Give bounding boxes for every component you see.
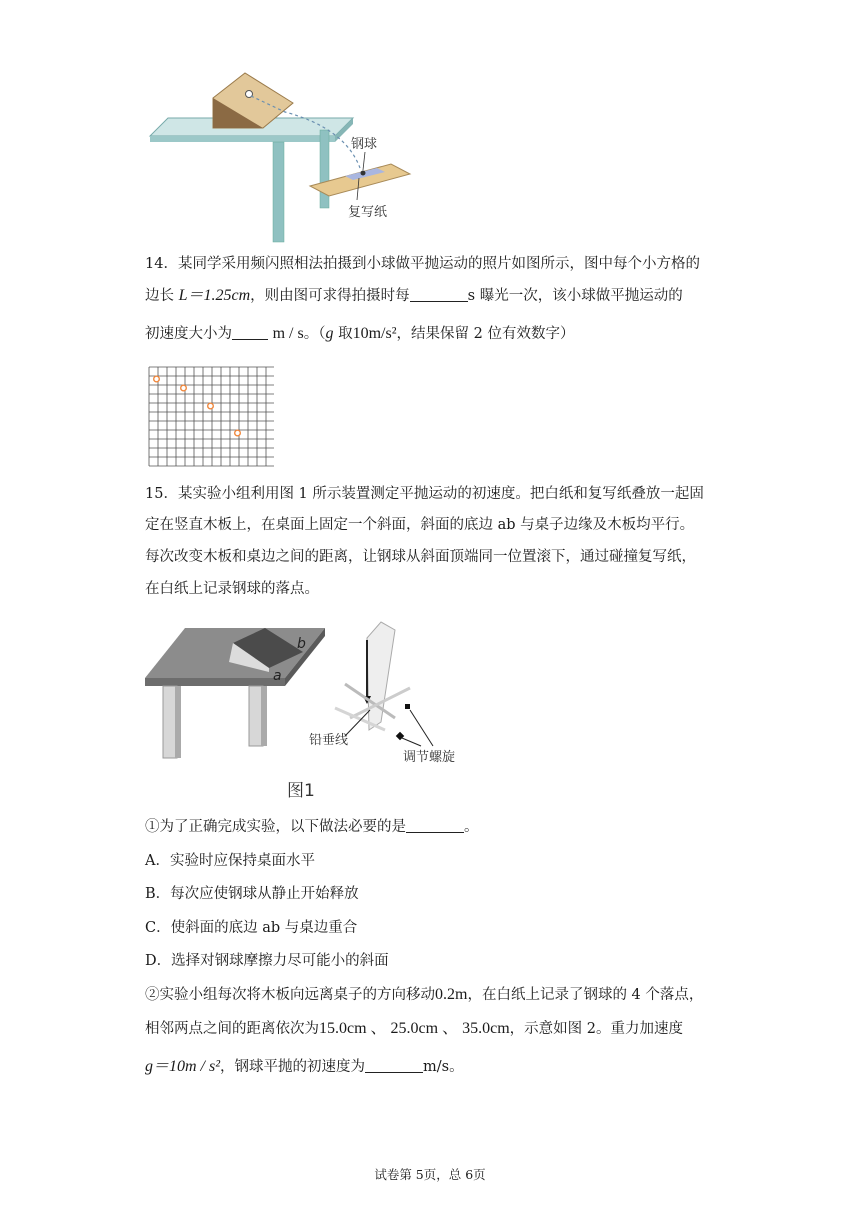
ball-position-3 [208, 403, 214, 409]
q14-g: g [325, 325, 334, 342]
sub2-blank[interactable] [365, 1058, 423, 1073]
q14-blank-period[interactable] [410, 287, 468, 302]
sub2-text: ，钢球平抛的初速度为 [220, 1059, 366, 1075]
ball-position-1 [154, 376, 160, 382]
figure1-caption: 图1 [287, 781, 315, 801]
ball-position-4 [235, 430, 241, 436]
q14-blank-velocity[interactable] [232, 325, 268, 340]
q14-text: 。（ [303, 326, 326, 342]
q14-g-value: 10m/s² [352, 325, 397, 342]
edge-label-b: b [297, 636, 306, 652]
sub2-text: ，示意如图 2。重力加速度 [509, 1021, 683, 1037]
incline-table-figure [145, 68, 415, 246]
q14-text: 边长 [145, 288, 174, 304]
figure1-apparatus [145, 618, 485, 803]
q14-text: s 曝光一次，该小球做平抛运动的 [467, 288, 683, 304]
q14-text: 初速度大小为 [145, 326, 232, 342]
q15-line1: 15．某实验小组利用图 1 所示装置测定平抛运动的初速度。把白纸和复写纸叠放一起固 [145, 486, 704, 502]
option-d: D．选择对钢球摩擦力尽可能小的斜面 [145, 953, 389, 969]
q14-text: ，结果保留 2 位有效数字） [396, 326, 575, 342]
q15-line2: 定在竖直木板上，在桌面上固定一个斜面，斜面的底边 ab 与桌子边缘及木板均平行。 [145, 517, 695, 533]
sub2-line3 [145, 1057, 464, 1077]
option-b: B．每次应使钢球从静止开始释放 [145, 886, 359, 902]
sub1-stem [145, 817, 479, 837]
sub2-text: 相邻两点之间的距离依次为 [145, 1021, 319, 1037]
q15-line4: 在白纸上记录钢球的落点。 [145, 581, 319, 597]
sub2-distance: 0.2m [435, 986, 468, 1003]
q14-text: 取 [333, 326, 353, 342]
sub2-line1 [145, 985, 703, 1005]
option-c: C．使斜面的底边 ab 与桌边重合 [145, 920, 358, 936]
q14-math-L: L＝1.25cm [178, 287, 251, 304]
carbon-paper-label: 复写纸 [348, 205, 388, 220]
sub2-g: g＝10m / s² [145, 1058, 221, 1075]
flash-photo-grid [148, 366, 274, 469]
q14-text: ，则由图可求得拍摄时每 [250, 288, 410, 304]
q14-line1: 14．某同学采用频闪照相法拍摄到小球做平抛运动的照片如图所示，图中每个小方格的 [145, 256, 700, 272]
plumb-line-label: 铅垂线 [309, 733, 349, 748]
steel-ball-label: 钢球 [351, 137, 378, 152]
sub2-distances: 15.0cm 、 25.0cm 、 35.0cm [319, 1020, 510, 1037]
sub2-text: ，在白纸上记录了钢球的 4 个落点， [467, 987, 704, 1003]
sub2-text: m/s。 [423, 1059, 464, 1075]
sub2-line2 [145, 1019, 683, 1039]
q14-unit: m / s [272, 325, 304, 342]
q14-line2 [145, 286, 683, 306]
sub1-text: ①为了正确完成实验，以下做法必要的是 [145, 819, 406, 835]
edge-label-a: a [273, 668, 282, 684]
adjust-screw-label: 调节螺旋 [403, 750, 456, 765]
q14-line3 [145, 324, 574, 344]
ball-position-2 [181, 385, 187, 391]
page-footer: 试卷第 5页，总 6页 [374, 1167, 486, 1182]
q15-line3: 每次改变木板和桌边之间的距离，让钢球从斜面顶端同一位置滚下，通过碰撞复写纸， [145, 549, 696, 565]
sub1-text: 。 [464, 819, 479, 835]
option-a: A．实验时应保持桌面水平 [145, 853, 315, 869]
sub2-text: ②实验小组每次将木板向远离桌子的方向移动 [145, 987, 435, 1003]
sub1-blank[interactable] [406, 818, 464, 833]
